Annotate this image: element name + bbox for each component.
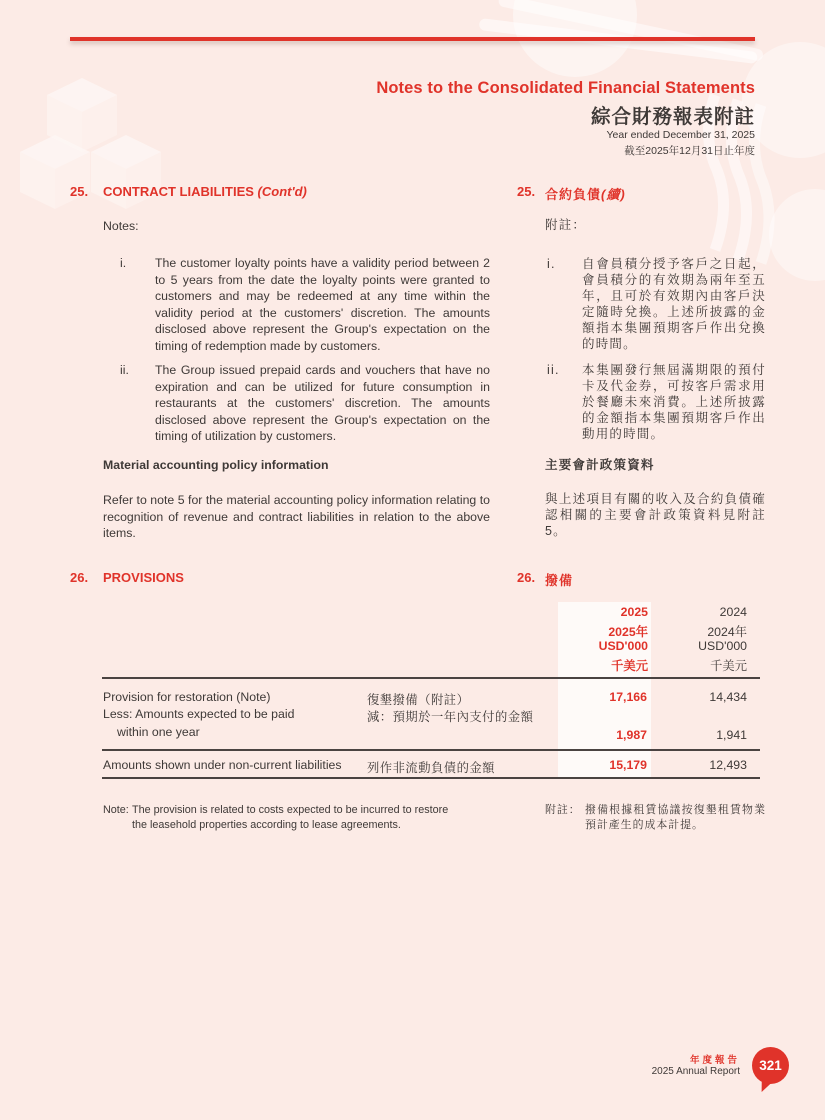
notes-label-zh: 附註： bbox=[545, 218, 587, 232]
table-row3-value-2024: 12,493 bbox=[709, 758, 747, 772]
table-rule-middle bbox=[102, 749, 760, 751]
note-item-ii-marker-zh: ii. bbox=[547, 363, 560, 377]
table-note-label-zh: 附註： bbox=[545, 804, 581, 816]
table-row3-label-zh: 列作非流動負債的金額 bbox=[367, 761, 495, 775]
note-item-ii-body-en: The Group issued prepaid cards and vouchers that have no expiration and can be utilized for future consumption in restaurants at the customers' discretion. The amounts disclosed above represent the Group's expectation on the timing of utilization by customers. bbox=[155, 363, 490, 443]
page-title-en: Notes to the Consolidated Financial Statements bbox=[376, 79, 755, 97]
table-row2-value-2024: 1,941 bbox=[716, 728, 747, 742]
section25-title-zh bbox=[545, 184, 626, 203]
section26-title-zh: 撥備 bbox=[545, 573, 574, 588]
table-rule-bottom bbox=[102, 777, 760, 779]
table-header-2025-currency-en: USD'000 bbox=[598, 639, 648, 653]
table-row2-value-2025: 1,987 bbox=[616, 728, 647, 742]
top-divider-rule bbox=[70, 37, 755, 41]
table-note-body-en: The provision is related to costs expected to be incurred to restore the leasehold properties according to lease agreements. bbox=[132, 804, 449, 831]
section26-number-en: 26. bbox=[70, 570, 89, 585]
table-header-2025-year-zh: 2025年 bbox=[608, 625, 648, 639]
table-row1-label-en: Provision for restoration (Note) bbox=[103, 690, 271, 704]
table-rule-top bbox=[102, 677, 760, 679]
table-note-label-en: Note: bbox=[103, 804, 129, 816]
table-header-2024-year-en: 2024 bbox=[719, 605, 747, 619]
period-line-zh: 截至2025年12月31日止年度 bbox=[624, 145, 755, 157]
note-item-ii-body-zh: 本集團發行無屆滿期限的預付卡及代金券，可按客戶需求用於餐廳未來消費。上述所披露的金額指本集團預期客戶作出動用的時間。 bbox=[582, 363, 766, 441]
section25-number-zh: 25. bbox=[517, 184, 536, 199]
table-row2-label-en-line1: Less: Amounts expected to be paid bbox=[103, 707, 295, 721]
footer-report-title-en: 2025 Annual Report bbox=[651, 1066, 740, 1077]
section25-title-zh-text: 合約負債 bbox=[545, 187, 602, 202]
note-item-i-body-en: The customer loyalty points have a validity period between 2 to 5 years from the date the loyalty points were granted to customers and may be redeemed at any time within the validity period at the customers' discretion. The amounts disclosed above represent the Group's expectation on the timing of redemption made by customers. bbox=[155, 256, 490, 353]
table-header-2024-currency-zh: 千美元 bbox=[710, 659, 747, 673]
table-header-2024-currency-en: USD'000 bbox=[698, 639, 747, 653]
period-line-en: Year ended December 31, 2025 bbox=[606, 129, 755, 141]
table-row1-value-2024: 14,434 bbox=[709, 690, 747, 704]
section26-title-en: PROVISIONS bbox=[103, 570, 184, 585]
policy-heading-zh: 主要會計政策資料 bbox=[545, 458, 655, 472]
table-row2-label-zh: 減：預期於一年內支付的金額 bbox=[367, 710, 534, 724]
page-title-zh: 綜合財務報表附註 bbox=[590, 106, 755, 128]
page-number: 321 bbox=[752, 1047, 789, 1084]
policy-body-zh: 與上述項目有關的收入及合約負債確認相關的主要會計政策資料見附註5。 bbox=[545, 492, 766, 538]
notes-label-en: Notes: bbox=[103, 219, 139, 233]
page-number-badge bbox=[752, 1045, 792, 1097]
table-row3-label-en: Amounts shown under non-current liabilities bbox=[103, 758, 342, 772]
section25-number-en: 25. bbox=[70, 184, 89, 199]
table-header-2025-currency-zh: 千美元 bbox=[611, 659, 648, 673]
policy-body-en: Refer to note 5 for the material accounting policy information relating to recognition of revenue and contract liabilities in relation to the above items. bbox=[103, 493, 490, 540]
section25-title-en-text: CONTRACT LIABILITIES bbox=[103, 184, 258, 199]
table-header-2025-year-en: 2025 bbox=[620, 605, 648, 619]
table-row3-value-2025: 15,179 bbox=[609, 758, 647, 772]
table-row2-label-en-line2: within one year bbox=[117, 725, 200, 739]
table-header-2024-year-zh: 2024年 bbox=[707, 625, 747, 639]
footer-report-title-zh: 年度報告 bbox=[689, 1055, 740, 1066]
note-item-i-marker-zh: i. bbox=[547, 257, 556, 271]
table-note-body-zh: 撥備根據租賃協議按復墾租賃物業預計產生的成本計提。 bbox=[585, 804, 766, 831]
section25-title-zh-contd: (續) bbox=[601, 187, 626, 202]
policy-heading-en: Material accounting policy information bbox=[103, 458, 329, 472]
section26-number-zh: 26. bbox=[517, 570, 536, 585]
note-item-i-body-zh: 自會員積分授予客戶之日起，會員積分的有效期為兩年至五年，且可於有效期內由客戶決定隨時兌換。上述所披露的金額指本集團預期客戶作出兌換的時間。 bbox=[582, 257, 766, 351]
note-item-i-marker-en: i. bbox=[120, 256, 127, 270]
note-item-ii-marker-en: ii. bbox=[120, 363, 129, 377]
section25-title-en-contd: (Cont'd) bbox=[257, 184, 307, 199]
table-row1-value-2025: 17,166 bbox=[609, 690, 647, 704]
table-row1-label-zh: 復墾撥備（附註） bbox=[367, 693, 470, 707]
section25-title-en bbox=[103, 184, 307, 199]
